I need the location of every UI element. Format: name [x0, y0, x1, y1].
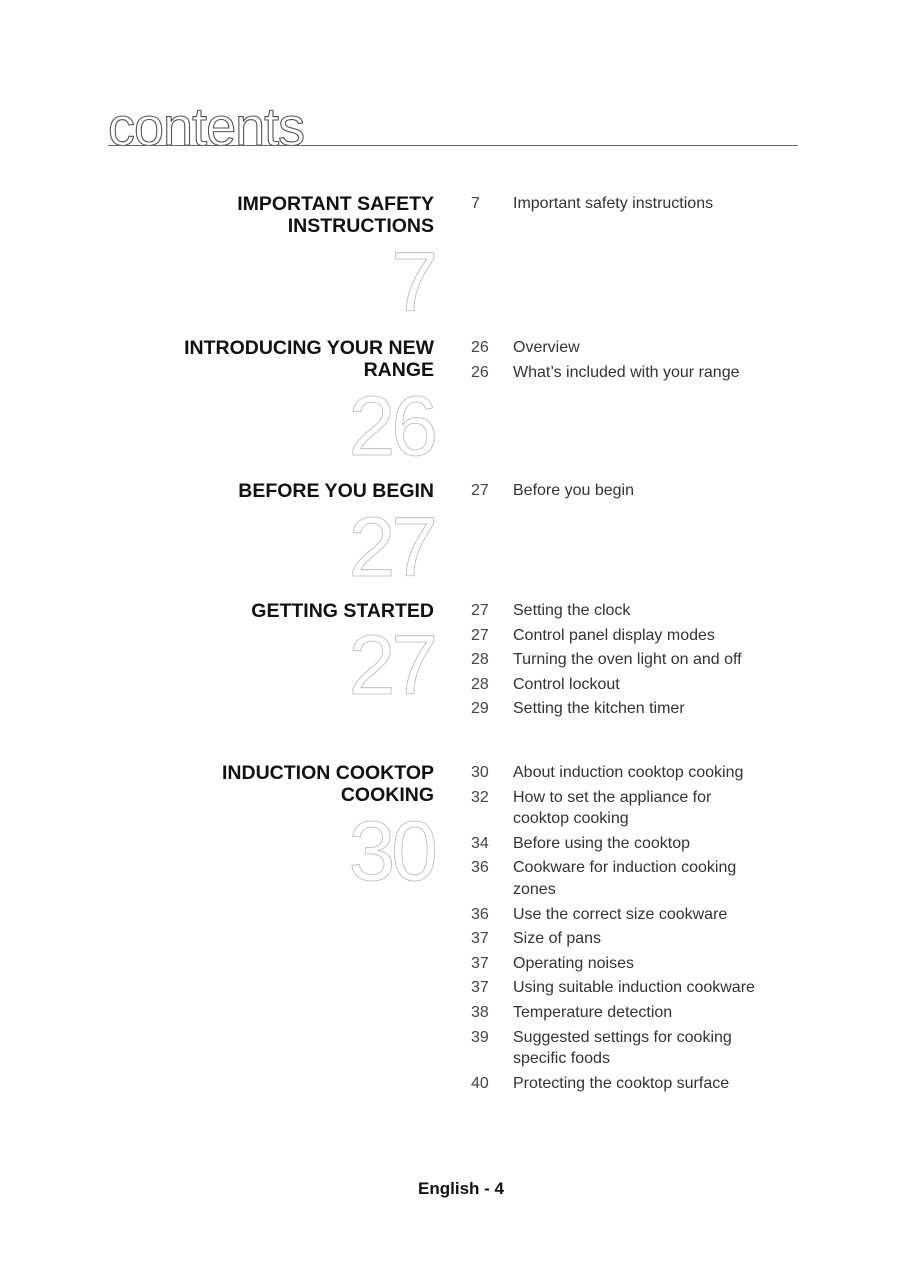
toc-entry[interactable] — [471, 953, 811, 975]
entry-title: About induction cooktop cooking — [513, 764, 744, 781]
toc-entry[interactable] — [471, 1027, 811, 1070]
section-big-page-number: 7 — [391, 235, 434, 329]
section-heading: GETTING STARTED — [251, 600, 434, 622]
toc-entry[interactable] — [471, 480, 811, 502]
toc-entry[interactable] — [471, 193, 811, 215]
entry-page-number: 27 — [471, 482, 489, 499]
toc-entry[interactable] — [471, 1002, 811, 1024]
entry-list — [471, 762, 811, 1097]
toc-entry[interactable] — [471, 674, 811, 696]
entry-list — [471, 337, 811, 386]
section-big-page-number: 27 — [348, 500, 434, 594]
entry-title: Size of pans — [513, 930, 602, 948]
entry-title: How to set the appliance for cooktop cooking — [513, 788, 712, 828]
entry-list — [471, 600, 811, 723]
entry-title: Protecting the cooktop surface — [513, 1074, 730, 1092]
entry-title: Before you begin — [513, 482, 634, 499]
entry-title: Setting the kitchen timer — [513, 700, 685, 718]
entry-title: Cookware for induction cooking zones — [513, 859, 737, 898]
page-footer: English - 4 — [418, 1179, 504, 1198]
toc-entry[interactable] — [471, 762, 811, 784]
entry-page-number: 37 — [471, 954, 489, 972]
entry-title: Overview — [513, 339, 580, 356]
entry-page-number: 36 — [471, 905, 489, 923]
entry-page-number: 37 — [471, 979, 489, 997]
section-heading: BEFORE YOU BEGIN — [238, 480, 434, 502]
entry-title: Before using the cooktop — [513, 834, 691, 852]
toc-entry[interactable] — [471, 649, 811, 671]
entry-title: Important safety instructions — [513, 195, 714, 212]
entry-title: Using suitable induction cookware — [513, 979, 755, 997]
entry-page-number: 37 — [471, 930, 489, 948]
entry-page-number: 38 — [471, 1003, 489, 1021]
entry-list — [471, 480, 811, 505]
section-big-page-number: 27 — [348, 618, 434, 712]
entry-list — [471, 193, 811, 218]
toc-entry[interactable] — [471, 904, 811, 926]
toc-entry[interactable] — [471, 857, 811, 900]
entry-title: Use the correct size cookware — [513, 905, 728, 923]
entry-title: Suggested settings for cooking specific foods — [513, 1028, 732, 1068]
entry-page-number: 27 — [471, 626, 489, 644]
entry-page-number: 26 — [471, 339, 489, 356]
toc-entry[interactable] — [471, 977, 811, 999]
entry-page-number: 34 — [471, 834, 489, 852]
toc-entry[interactable] — [471, 337, 811, 359]
entry-page-number: 28 — [471, 675, 489, 693]
entry-page-number: 32 — [471, 788, 489, 806]
section-heading: IMPORTANT SAFETY INSTRUCTIONS — [237, 193, 434, 237]
toc-entry[interactable] — [471, 1073, 811, 1095]
entry-page-number: 40 — [471, 1074, 489, 1092]
entry-page-number: 29 — [471, 700, 489, 718]
toc-entry[interactable] — [471, 833, 811, 855]
section-big-page-number: 26 — [348, 379, 434, 473]
section-heading: INTRODUCING YOUR NEW RANGE — [184, 337, 434, 381]
section-heading: INDUCTION COOKTOP COOKING — [222, 762, 434, 806]
entry-title: Temperature detection — [513, 1003, 673, 1021]
toc-entry[interactable] — [471, 698, 811, 720]
toc-entry[interactable] — [471, 787, 811, 830]
entry-page-number: 36 — [471, 859, 489, 877]
entry-title: Setting the clock — [513, 602, 631, 619]
entry-page-number: 27 — [471, 602, 489, 619]
entry-page-number: 30 — [471, 764, 489, 781]
toc-entry[interactable] — [471, 600, 811, 622]
section-big-page-number: 30 — [348, 804, 434, 898]
page-title: contents — [108, 97, 305, 157]
entry-page-number: 26 — [471, 363, 489, 381]
toc-entry[interactable] — [471, 625, 811, 647]
entry-title: Control lockout — [513, 675, 620, 693]
entry-title: What’s included with your range — [513, 363, 740, 381]
toc-entry[interactable] — [471, 928, 811, 950]
entry-page-number: 28 — [471, 651, 489, 669]
entry-page-number: 39 — [471, 1028, 489, 1046]
entry-title: Control panel display modes — [513, 626, 715, 644]
entry-page-number: 7 — [471, 195, 480, 212]
entry-title: Operating noises — [513, 954, 634, 972]
entry-title: Turning the oven light on and off — [513, 651, 742, 669]
toc-entry[interactable] — [471, 362, 811, 384]
title-divider — [108, 145, 798, 146]
